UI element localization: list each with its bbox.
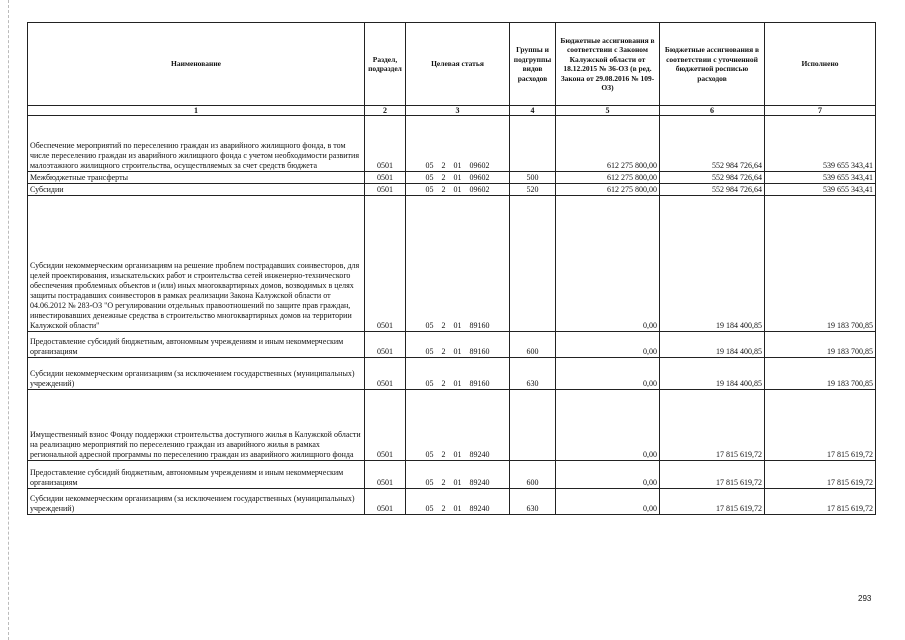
table-row [28, 172, 876, 184]
row-name: Субсидии [28, 184, 365, 196]
row-refined: 19 184 400,85 [660, 332, 765, 358]
row-law: 612 275 800,00 [556, 116, 660, 172]
row-law: 0,00 [556, 358, 660, 390]
row-section: 0501 [365, 358, 406, 390]
row-group [510, 116, 556, 172]
col-number: 1 [28, 106, 365, 116]
row-group: 520 [510, 184, 556, 196]
row-executed: 17 815 619,72 [765, 489, 876, 515]
row-executed: 539 655 343,41 [765, 116, 876, 172]
col-number: 6 [660, 106, 765, 116]
row-section: 0501 [365, 332, 406, 358]
row-refined: 552 984 726,64 [660, 116, 765, 172]
row-group: 630 [510, 358, 556, 390]
row-target: 05 2 01 89240 [406, 461, 510, 489]
header-name: Наименование [28, 23, 365, 106]
row-name: Субсидии некоммерческим организациям на решение проблем пострадавших соинвесторов, для целей проектирования, изыскательских работ и строительства сетей инженерно-технического обеспечения проблемных объектов и (или) иных многоквартирных домов, возводимых в целях защиты пострадавших соинвесторов в рамках реализации Закона Калужской области от 04.06.2012 № 283-ОЗ "О регулировании отдельных правоотношений по защите прав граждан, инвестировавших денежные средства в строительство многоквартирных домов на территории Калужской области" [28, 196, 365, 332]
row-target: 05 2 01 89160 [406, 358, 510, 390]
row-name: Обеспечение мероприятий по переселению граждан из аварийного жилищного фонда, в том числе переселению граждан из аварийного жилищного фонда с учетом необходимости развития малоэтажного жилищного строительства, осуществляемых за счет средств бюджета [28, 116, 365, 172]
table-row [28, 196, 876, 332]
row-section: 0501 [365, 196, 406, 332]
row-law: 0,00 [556, 196, 660, 332]
row-executed: 19 183 700,85 [765, 332, 876, 358]
row-executed: 17 815 619,72 [765, 390, 876, 461]
row-executed: 539 655 343,41 [765, 184, 876, 196]
row-executed: 539 655 343,41 [765, 172, 876, 184]
row-target: 05 2 01 89240 [406, 390, 510, 461]
row-section: 0501 [365, 172, 406, 184]
header-section: Раздел, подраздел [365, 23, 406, 106]
table-row [28, 489, 876, 515]
table-row [28, 358, 876, 390]
row-name: Межбюджетные трансферты [28, 172, 365, 184]
row-section: 0501 [365, 390, 406, 461]
row-group: 630 [510, 489, 556, 515]
row-refined: 552 984 726,64 [660, 172, 765, 184]
header-target: Целевая статья [406, 23, 510, 106]
row-law: 0,00 [556, 461, 660, 489]
row-section: 0501 [365, 116, 406, 172]
row-law: 0,00 [556, 489, 660, 515]
table-row [28, 390, 876, 461]
row-name: Субсидии некоммерческим организациям (за исключением государственных (муниципальных) учреждений) [28, 358, 365, 390]
col-number: 4 [510, 106, 556, 116]
col-number: 5 [556, 106, 660, 116]
col-number: 7 [765, 106, 876, 116]
row-executed: 17 815 619,72 [765, 461, 876, 489]
scan-edge-mark [8, 0, 10, 640]
header-executed: Исполнено [765, 23, 876, 106]
row-target: 05 2 01 09602 [406, 172, 510, 184]
row-law: 0,00 [556, 390, 660, 461]
page-number: 293 [858, 594, 872, 603]
row-section: 0501 [365, 461, 406, 489]
header-refined: Бюджетные ассигнования в соответствии с уточненной бюджетной росписью расходов [660, 23, 765, 106]
row-target: 05 2 01 09602 [406, 184, 510, 196]
table-header-row [28, 23, 876, 106]
row-executed: 19 183 700,85 [765, 358, 876, 390]
row-refined: 17 815 619,72 [660, 390, 765, 461]
row-target: 05 2 01 09602 [406, 116, 510, 172]
row-target: 05 2 01 89240 [406, 489, 510, 515]
row-name: Субсидии некоммерческим организациям (за исключением государственных (муниципальных) учреждений) [28, 489, 365, 515]
row-section: 0501 [365, 184, 406, 196]
row-group: 600 [510, 332, 556, 358]
row-name: Предоставление субсидий бюджетным, автономным учреждениям и иным некоммерческим организациям [28, 461, 365, 489]
row-refined: 17 815 619,72 [660, 461, 765, 489]
row-name: Предоставление субсидий бюджетным, автономным учреждениям и иным некоммерческим организациям [28, 332, 365, 358]
col-number: 3 [406, 106, 510, 116]
row-refined: 552 984 726,64 [660, 184, 765, 196]
row-target: 05 2 01 89160 [406, 196, 510, 332]
row-name: Имущественный взнос Фонду поддержки строительства доступного жилья в Калужской области на реализацию мероприятий по переселению граждан из аварийного жилья в рамках региональной адресной программы по переселению граждан из аварийного жилищного фонда [28, 390, 365, 461]
row-executed: 19 183 700,85 [765, 196, 876, 332]
col-number: 2 [365, 106, 406, 116]
row-group [510, 390, 556, 461]
row-law: 0,00 [556, 332, 660, 358]
row-group: 500 [510, 172, 556, 184]
table-row [28, 332, 876, 358]
table-row [28, 116, 876, 172]
table-row [28, 461, 876, 489]
row-group [510, 196, 556, 332]
budget-table [27, 22, 876, 515]
row-refined: 19 184 400,85 [660, 196, 765, 332]
header-law: Бюджетные ассигнования в соответствии с Законом Калужской области от 18.12.2015 № 36-ОЗ (в ред. Закона от 29.08.2016 № 109-ОЗ) [556, 23, 660, 106]
row-law: 612 275 800,00 [556, 184, 660, 196]
column-number-row [28, 106, 876, 116]
row-refined: 17 815 619,72 [660, 489, 765, 515]
row-refined: 19 184 400,85 [660, 358, 765, 390]
row-section: 0501 [365, 489, 406, 515]
row-law: 612 275 800,00 [556, 172, 660, 184]
row-target: 05 2 01 89160 [406, 332, 510, 358]
row-group: 600 [510, 461, 556, 489]
header-group: Группы и подгруппы видов расходов [510, 23, 556, 106]
table-row [28, 184, 876, 196]
